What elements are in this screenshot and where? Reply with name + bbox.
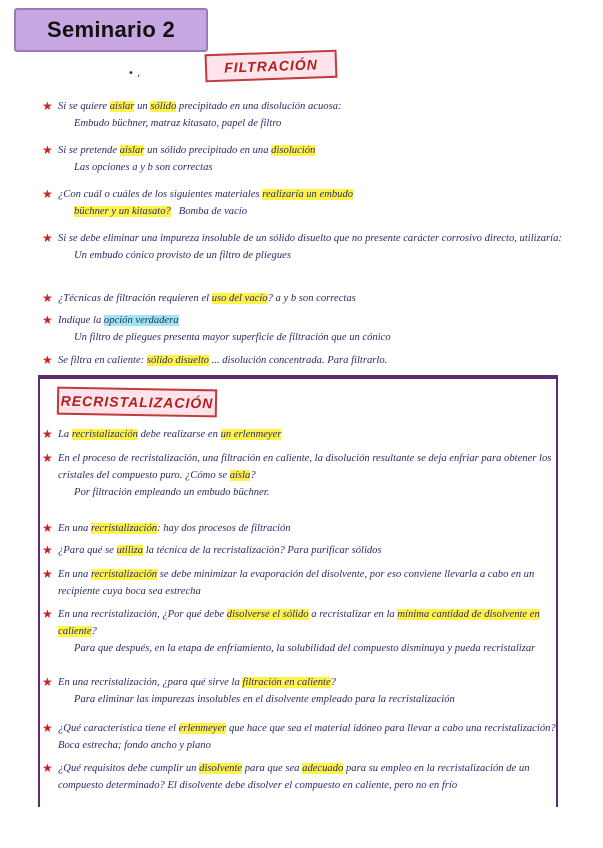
note-text: En una (58, 569, 89, 580)
highlight: disolvente (199, 763, 243, 774)
note-filtracion-4 (38, 230, 573, 264)
note-text: la técnica de la recristalización? Para purificar sólidos (145, 545, 382, 556)
highlight: opción verdadera (103, 315, 179, 326)
highlight: recristalización (71, 429, 138, 440)
note-text: En una recristalización, ¿para qué sirve la (58, 677, 240, 688)
star-icon: ★ (42, 675, 53, 689)
star-icon: ★ (42, 231, 53, 245)
note-text: La (58, 429, 70, 440)
note-text: ... disolución concentrada. Para filtrarlo. (211, 355, 388, 366)
note-text: debe realizarse en (140, 429, 218, 440)
note-text: : hay dos procesos de filtración (157, 523, 291, 534)
note-filtracion-7 (38, 352, 573, 369)
note-text: para su empleo en la recristalización de un compuesto determinado? El disolvente debe disolver el compuesto en caliente, pero no en frío (58, 763, 530, 791)
highlight: aislar (119, 145, 145, 156)
highlight: mínima cantidad de disolvente en caliente (58, 609, 540, 637)
note-answer: Un embudo cónico provisto de un filtro de pliegues (74, 250, 291, 261)
note-text: se debe minimizar la evaporación del disolvente, por eso conviene llevarla a cabo en un recipiente cuya boca sea estrecha (58, 569, 535, 597)
highlight: aísla (229, 470, 251, 481)
highlight: disolverse el sólido (226, 609, 309, 620)
note-text: ? a y b son correctas (267, 293, 356, 304)
star-icon: ★ (42, 607, 53, 621)
note-text: precipitado en una disolución acuosa: (178, 101, 342, 112)
highlight: disolución (271, 145, 316, 156)
note-text: un (137, 101, 148, 112)
note-text: que hace que sea el material idóneo para llevar a cabo una recristalización? Boca estrecha; fondo ancho y plano (58, 723, 556, 751)
note-text: para que sea (244, 763, 300, 774)
note-recristalizacion-9 (38, 760, 573, 794)
note-recristalizacion-7 (38, 674, 573, 708)
highlight: un erlenmeyer (220, 429, 282, 440)
highlight: filtración en caliente (242, 677, 331, 688)
note-answer: Para que después, en la etapa de enfriamiento, la solubilidad del compuesto disminuya y pueda recristalizar (74, 643, 536, 654)
note-text: ¿Qué requisitos debe cumplir un (58, 763, 197, 774)
star-icon: ★ (42, 761, 53, 775)
star-icon: ★ (42, 313, 53, 327)
note-text: ¿Para qué se (58, 545, 114, 556)
note-text: En una (58, 523, 89, 534)
note-text: Si se debe eliminar una impureza insoluble de un sólido disuelto que no presente carácter corrosivo directo, utilizaría: (58, 233, 562, 244)
note-text: ? (91, 626, 97, 637)
note-text: Indique la (58, 315, 102, 326)
note-filtracion-3 (38, 186, 573, 220)
note-answer: Para eliminar las impurezas insolubles en el disolvente empleado para la recristalización (74, 694, 455, 705)
note-answer: Las opciones a y b son correctas (74, 162, 213, 173)
note-recristalizacion-1 (38, 426, 573, 443)
note-text: Si se pretende (58, 145, 118, 156)
star-icon: ★ (42, 291, 53, 305)
note-text: ? (330, 677, 336, 688)
star-icon: ★ (42, 543, 53, 557)
highlight: recristalización (90, 569, 158, 580)
highlight: realizaría un embudo (262, 189, 354, 200)
note-recristalizacion-8 (38, 720, 573, 754)
star-icon: ★ (42, 353, 53, 367)
page-title: Seminario 2 (46, 17, 176, 42)
star-icon: ★ (42, 187, 53, 201)
title-badge (14, 8, 208, 52)
star-icon: ★ (42, 567, 53, 581)
note-text: Si se quiere (58, 101, 108, 112)
section-heading-recristalizacion: RECRISTALIZACIÓN (57, 387, 217, 418)
note-recristalizacion-6 (38, 606, 573, 657)
note-text: ¿Técnicas de filtración requieren el (58, 293, 210, 304)
star-icon: ★ (42, 721, 53, 735)
highlight: erlenmeyer (178, 723, 227, 734)
note-filtracion-5 (38, 290, 573, 307)
note-text: ¿Con cuál o cuáles de los siguientes materiales (58, 189, 260, 200)
highlight: sólido disuelto (146, 355, 209, 366)
section-heading-filtracion: FILTRACIÓN (205, 50, 338, 83)
note-filtracion-6 (38, 312, 573, 346)
note-text: En una recristalización, ¿Por qué debe (58, 609, 225, 620)
highlight: recristalización (90, 523, 158, 534)
note-recristalizacion-4 (38, 542, 573, 559)
note-text: En el proceso de recristalización, una filtración en caliente, la disolución resultante se deja enfriar para obtener los cristales del compuesto puro. ¿Cómo se (58, 453, 552, 481)
note-text: un sólido precipitado en una (147, 145, 269, 156)
star-icon: ★ (42, 521, 53, 535)
note-answer: Por filtración empleando un embudo büchner. (74, 487, 270, 498)
highlight: sólido (150, 101, 177, 112)
note-answer: Bomba de vacío (178, 206, 248, 217)
note-recristalizacion-2 (38, 450, 573, 501)
note-text: ? (250, 470, 256, 481)
note-filtracion-1 (38, 98, 573, 132)
stray-mark: • , (128, 68, 141, 79)
highlight: uso del vacío (211, 293, 268, 304)
note-recristalizacion-5 (38, 566, 573, 600)
highlight: adecuado (302, 763, 344, 774)
note-recristalizacion-3 (38, 520, 573, 537)
note-text: ¿Qué característica tiene el (58, 723, 176, 734)
note-answer: Embudo büchner, matraz kitasato, papel de filtro (74, 118, 282, 129)
note-filtracion-2 (38, 142, 573, 176)
note-text: Se filtra en caliente: (58, 355, 145, 366)
note-text: a recristalizar en la (311, 609, 395, 620)
star-icon: ★ (42, 451, 53, 465)
star-icon: ★ (42, 427, 53, 441)
highlight: aislar (109, 101, 135, 112)
note-answer: Un filtro de pliegues presenta mayor superficie de filtración que un cónico (74, 332, 391, 343)
star-icon: ★ (42, 99, 53, 113)
star-icon: ★ (42, 143, 53, 157)
highlight: utiliza (116, 545, 144, 556)
highlight: büchner y un kitasato? (74, 206, 171, 217)
